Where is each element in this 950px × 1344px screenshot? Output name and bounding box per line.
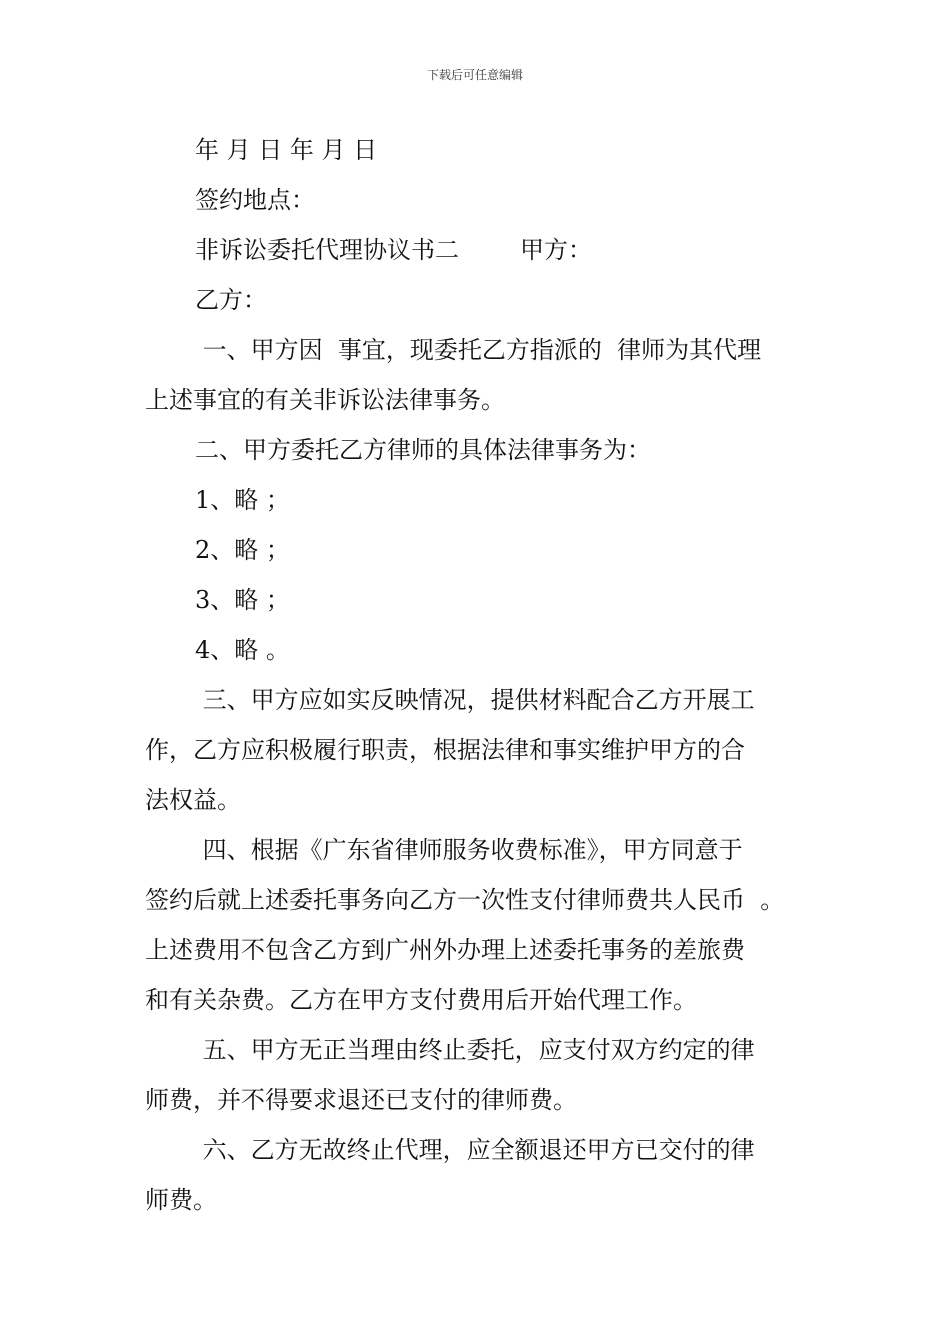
date-line: 年 月 日 年 月 日 (195, 136, 378, 164)
list-item-2: 2、略 ； (195, 536, 290, 564)
party-b-line: 乙方： (195, 286, 267, 314)
clause-6-line-2: 师费。 (145, 1186, 217, 1214)
list-item-3: 3、略 ； (195, 586, 290, 614)
clause-3-line-1: 三、甲方应如实反映情况，提供材料配合乙方开展工 (195, 686, 755, 714)
clause-4-line-4: 和有关杂费。乙方在甲方支付费用后开始代理工作。 (145, 986, 697, 1014)
agreement-title-line: 非诉讼委托代理协议书二 甲方： (195, 236, 593, 264)
clause-4-line-3: 上述费用不包含乙方到广州外办理上述委托事务的差旅费 (145, 936, 745, 964)
list-item-4: 4、略 。 (195, 636, 290, 664)
clause-3-line-3: 法权益。 (145, 786, 241, 814)
clause-5-line-2: 师费，并不得要求退还已支付的律师费。 (145, 1086, 577, 1114)
clause-5-line-1: 五、甲方无正当理由终止委托，应支付双方约定的律 (195, 1036, 755, 1064)
clause-4-line-1: 四、根据《广东省律师服务收费标准》，甲方同意于 (195, 836, 743, 864)
clause-6-line-1: 六、乙方无故终止代理，应全额退还甲方已交付的律 (195, 1136, 755, 1164)
clause-1-line-1: 一、甲方因 事宜，现委托乙方指派的 律师为其代理 (195, 336, 762, 364)
list-item-1: 1、略 ； (195, 486, 290, 514)
clause-3-line-2: 作，乙方应积极履行职责，根据法律和事实维护甲方的合 (145, 736, 745, 764)
signing-place-line: 签约地点： (195, 186, 315, 214)
header-note: 下载后可任意编辑 (426, 68, 523, 82)
clause-1-line-2: 上述事宜的有关非诉讼法律事务。 (145, 386, 505, 414)
clause-2-line-1: 二、甲方委托乙方律师的具体法律事务为： (195, 436, 651, 464)
clause-4-line-2: 签约后就上述委托事务向乙方一次性支付律师费共人民币 。 (145, 886, 785, 914)
